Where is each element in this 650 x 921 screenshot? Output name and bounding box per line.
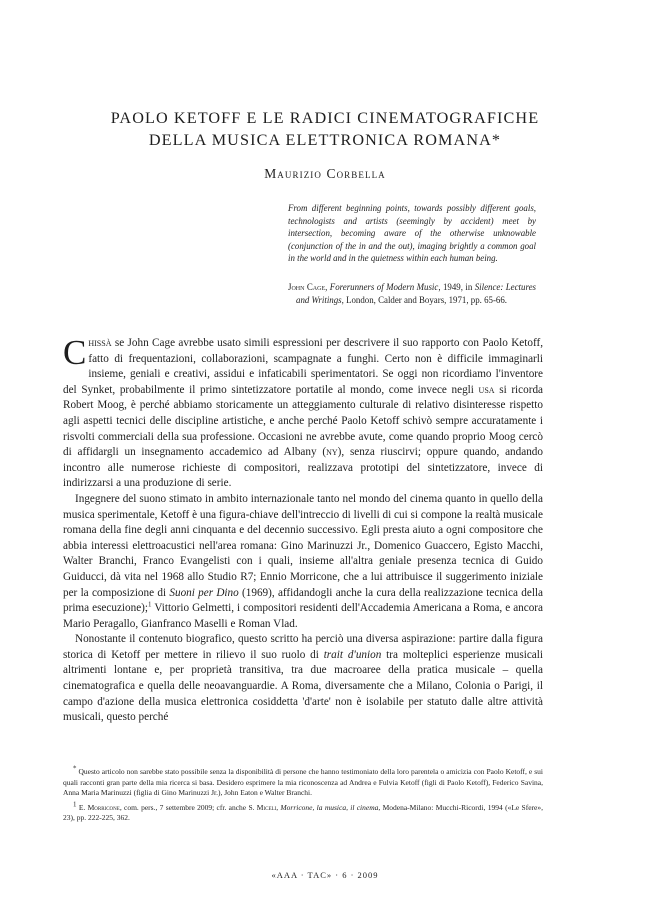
title-line-1: PAOLO KETOFF E LE RADICI CINEMATOGRAFICHE	[110, 109, 540, 127]
epigraph-source: John Cage, Forerunners of Modern Music, 1949, in Silence: Lectures and Writings, London, Calder and Boyars, 1971, pp. 65-66.	[288, 282, 536, 305]
page-folio: «AAA · TAC» · 6 · 2009	[271, 870, 379, 880]
body-paragraph-1: Chissà se John Cage avrebbe usato simili espressioni per descrivere il suo rapporto con Paolo Ketoff, fatto di frequentazioni, collaborazioni, scampagnate a funghi. Certo non è difficile immaginarli insieme, geniali e creativi, assidui e infaticabili sperimentatori. Se oggi non ricordiamo l'inventore del Synket, probabilmente il primo sintetizzatore portatile al mondo, come invece negli usa si ricorda Robert Moog, è perché abbiamo storicamente un atteggiamento culturale di relativo disinteresse rispetto agli aspetti tecnici delle discipline artistiche, e anche perché Paolo Ketoff schivò sempre accuratamente i risvolti commerciali della sua professione. Occasioni ne avrebbe avute, come quando proprio Moog cercò di affidargli un insegnamento accademico ad Albany (ny), senza riuscirvi; oppure quando, andando incontro alle numerose richieste di compositori, realizzava prototipi del sintetizzatore, invece di indirizzarsi a una produzione di serie.	[63, 333, 544, 490]
epigraph-source-author: John Cage	[288, 282, 326, 292]
epigraph-source-book: Silence: Lectures and Writings	[296, 282, 536, 305]
footnotes	[63, 764, 544, 828]
article-author: Maurizio Corbella	[264, 166, 386, 181]
body-paragraph-3: Nonostante il contenuto biografico, questo scritto ha perciò una diversa aspirazione: partire dalla figura storica di Ketoff per mettere in rilievo il suo ruolo di trait d'union tra molteplici esperienze musicali altrimenti lontane e, per proprietà transitiva, tra due macroaree della pratica musicale – quella cinematografica e quella delle neoavanguardie. A Roma, diversamente che a Milano, Colonia o Parigi, il campo d'azione della musica elettronica cosiddetta 'd'arte' non è isolabile per statuto dalle altre attività musicali, questo perché	[63, 633, 543, 724]
article-title	[40, 107, 610, 151]
footnote-1: $^1$ E. Morricone, com. pers., 7 settembre 2009; cfr. anche S. Miceli, Morricone, la musica, il cinema, Modena-Milano: Mucchi-Ricordi, 1994 («Le Sfere», 23), pp. 222-225, 362.	[63, 800, 544, 823]
body-paragraph-2: Ingegnere del suono stimato in ambito internazionale tanto nel mondo del cinema quanto in quello della musica sperimentale, Ketoff è una figura-chiave dell'intreccio di livelli di cui si compone la realtà musicale romana della fine degli anni cinquanta e del decennio successivo. Egli presta aiuto a ogni compositore che abbia interessi elettroacustici nell'area romana: Gino Marinuzzi Jr., Domenico Guaccero, Egisto Macchi, Walter Branchi, Franco Evangelisti con i quali, insieme all'altra geniale presenza tecnica di Guido Guiducci, dà vita nel 1968 allo Studio R7; Ennio Morricone, che a lui attribuisce il suggerimento iniziale per la composizione di Suoni per Dino (1969), affidandogli anche la cura della realizzazione tecnica della prima esecuzione);$^1$ Vittorio Gelmetti, i compositori residenti dell'Accademia Americana a Roma, e ancora Mario Peragallo, Gianfranco Maselli e Roman Vlad.	[63, 492, 544, 630]
title-line-2: DELLA MUSICA ELETTRONICA ROMANA*	[148, 131, 502, 149]
epigraph-source-title: Forerunners of Modern Music	[329, 282, 439, 292]
footnote-ref-1[interactable]: 1	[148, 600, 152, 609]
article-body	[63, 333, 544, 726]
epigraph-quote: From different beginning points, towards possibly different goals, technologists and artists (seemingly by accident) meet by intersection, becoming aware of the otherwise unknowable (conjunction of the in and the out), imaging brightly a common goal in the world and in the quietness within each human being.	[288, 203, 536, 264]
footnote-star: * Questo articolo non sarebbe stato possibile senza la disponibilità di persone che hanno testimoniato della loro parentela o amicizia con Paolo Ketoff, e sui quali racconti gran parte della mia ricerca si basa. Desidero esprimere la mia riconoscenza ad Andrea e Fulvia Ketoff (figli di Paolo Ketoff), Federico Savina, Anna Maria Marinuzzi (figlia di Gino Marinuzzi Jr.), John Eaton e Walter Branchi.	[63, 764, 543, 798]
drop-cap: C	[63, 333, 87, 372]
